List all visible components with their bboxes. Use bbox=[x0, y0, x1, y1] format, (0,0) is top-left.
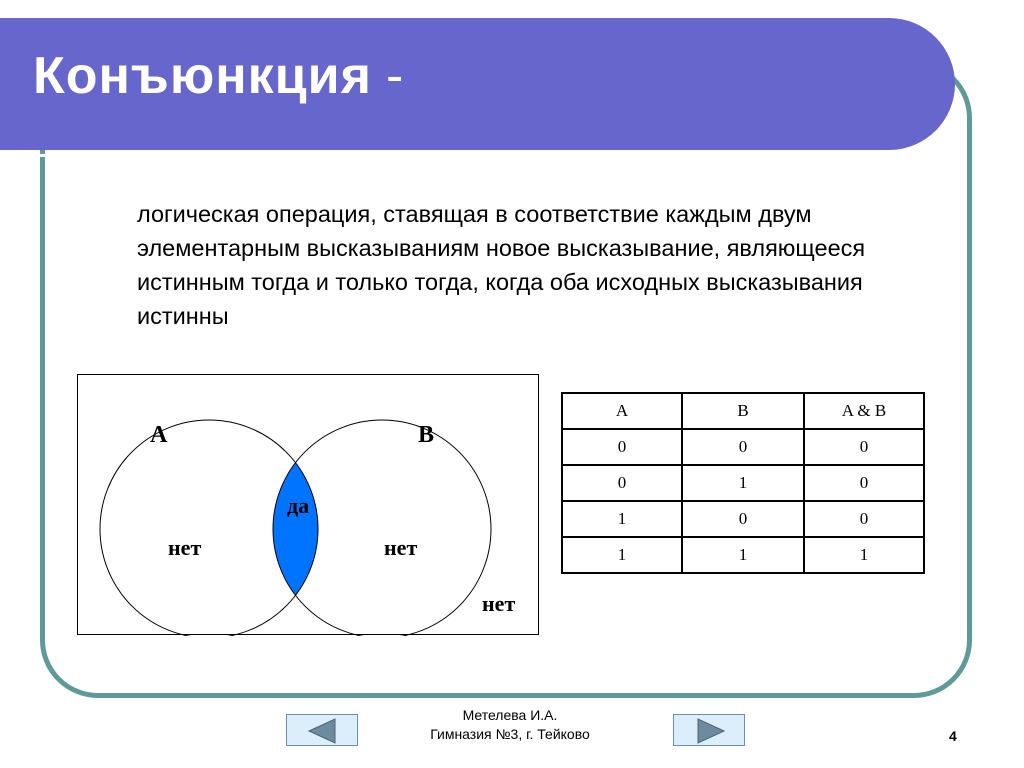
intersection-label: да bbox=[287, 493, 310, 518]
table-cell: 0 bbox=[804, 501, 924, 537]
title-dash: - bbox=[385, 47, 405, 105]
only-a-label: нет bbox=[168, 535, 202, 560]
table-cell: 1 bbox=[682, 465, 804, 501]
right-triangle-icon bbox=[674, 715, 746, 747]
table-cell: 0 bbox=[562, 429, 682, 465]
venn-intersection bbox=[273, 420, 491, 636]
table-row bbox=[562, 465, 924, 501]
definition-text: логическая операция, ставящая в соответствие каждым двум элементарным высказываниям новое высказывание, являющееся истинным тогда и только тогда, когда оба исходных высказывания истинны bbox=[137, 201, 866, 329]
venn-diagram bbox=[77, 374, 539, 635]
header-a-and-b: A & B bbox=[804, 393, 924, 429]
truth-table bbox=[561, 392, 925, 574]
label-b: В bbox=[418, 422, 435, 448]
label-a: А bbox=[150, 422, 168, 448]
table-cell: 0 bbox=[804, 465, 924, 501]
table-cell: 0 bbox=[562, 465, 682, 501]
page-number: 4 bbox=[949, 728, 957, 744]
slide-title-text: Конъюнкция bbox=[33, 47, 372, 105]
venn-svg bbox=[78, 375, 540, 636]
table-cell: 0 bbox=[682, 429, 804, 465]
footer-credits bbox=[380, 706, 640, 744]
table-row bbox=[562, 429, 924, 465]
header-a: A bbox=[562, 393, 682, 429]
table-cell: 1 bbox=[562, 501, 682, 537]
left-triangle-icon bbox=[287, 715, 359, 747]
table-cell: 0 bbox=[804, 429, 924, 465]
table-row bbox=[562, 501, 924, 537]
table-row bbox=[562, 537, 924, 573]
table-header-row bbox=[562, 393, 924, 429]
table-cell: 1 bbox=[804, 537, 924, 573]
title-underline bbox=[0, 154, 905, 157]
prev-slide-button[interactable] bbox=[286, 714, 358, 746]
footer-author: Метелева И.А. bbox=[462, 707, 558, 723]
slide-title bbox=[33, 46, 404, 106]
next-slide-button[interactable] bbox=[673, 714, 745, 746]
only-b-label: нет bbox=[384, 535, 418, 560]
table-cell: 0 bbox=[682, 501, 804, 537]
header-b: B bbox=[682, 393, 804, 429]
table-cell: 1 bbox=[562, 537, 682, 573]
table-cell: 1 bbox=[682, 537, 804, 573]
outside-label: нет bbox=[482, 591, 516, 616]
footer-school: Гимназия №3, г. Тейково bbox=[430, 726, 590, 742]
